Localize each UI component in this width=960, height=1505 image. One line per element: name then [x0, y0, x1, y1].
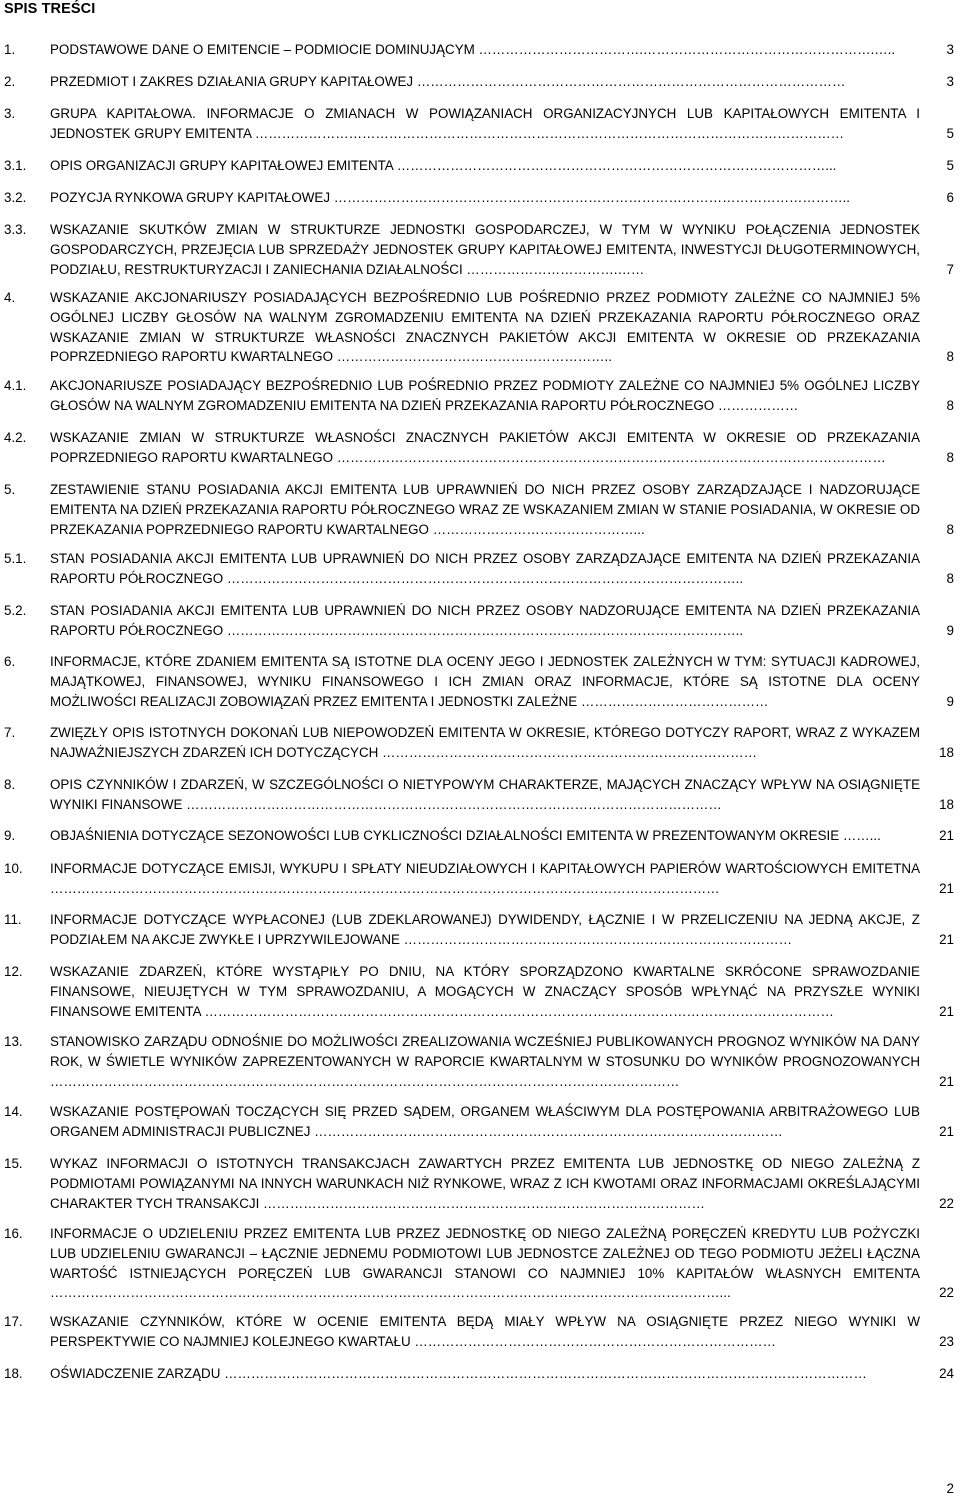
toc-entry-page: 9: [946, 693, 954, 709]
toc-entry-number: 2.: [4, 74, 16, 89]
toc-entry: [4, 652, 956, 711]
toc-entry-number: 18.: [4, 1366, 23, 1381]
toc-entry: [4, 104, 956, 144]
toc-entry-number: 3.2.: [4, 190, 27, 205]
toc-entry-title: PODSTAWOWE DANE O EMITENCIE – PODMIOCIE DOMINUJĄCYM ……………………………….…………………………………………….…..: [50, 42, 896, 57]
toc-entry-title: GRUPA KAPITAŁOWA. INFORMACJE O ZMIANACH W POWIĄZANIACH ORGANIZACYJNYCH LUB KAPITAŁOWYCH EMITENTA I JEDNOSTEK GRUPY EMITENTA ……………………………………………………………………………………………………………………: [50, 106, 920, 141]
toc-entry: [4, 156, 956, 176]
toc-entry-title: OPIS ORGANIZACJI GRUPY KAPITAŁOWEJ EMITENTA ……………………………………………………………………………………...: [50, 158, 837, 173]
toc-entry-page: 6: [946, 190, 954, 205]
toc-entry-number: 3.3.: [4, 222, 27, 237]
toc-entry-number: 16.: [4, 1226, 23, 1241]
toc-entry-number: 9.: [4, 828, 16, 843]
toc-entry-page: 18: [939, 796, 954, 812]
toc-entry-number: 10.: [4, 861, 23, 876]
toc-entry: [4, 1224, 956, 1303]
toc-entry-page: 21: [939, 1003, 954, 1019]
toc-entry-title: OŚWIADCZENIE ZARZĄDU ………………………………………………………………………………………………………………………………: [50, 1366, 867, 1381]
toc-entry-page: 23: [939, 1333, 954, 1349]
toc-entry-title: PRZEDMIOT I ZAKRES DZIAŁANIA GRUPY KAPITAŁOWEJ ……………………………………………………………………………………: [50, 74, 846, 89]
toc-entry: [4, 1102, 956, 1142]
toc-entry-title: WSKAZANIE ZDARZEŃ, KTÓRE WYSTĄPIŁY PO DNIU, NA KTÓRY SPORZĄDZONO KWARTALNE SKRÓCONE SPRAWOZDANIE FINANSOWE, NIEUJĘTYCH W TYM SPRAWOZDANIU, A MOGĄCYCH W ZNACZĄCY SPOSÓB WPŁYNĄĆ NA PRZYSZŁE WYNIKI FINANSOWE EMITENTA ……………………………………………………………………………………………………………………………: [50, 964, 920, 1019]
toc-entry-page: 7: [946, 261, 954, 277]
toc-entry-title: OPIS CZYNNIKÓW I ZDARZEŃ, W SZCZEGÓLNOŚCI O NIETYPOWYM CHARAKTERZE, MAJĄCYCH ZNACZĄCY WPŁYW NA OSIĄGNIĘTE WYNIKI FINANSOWE …………………………………………………………………………………………………………: [50, 777, 920, 812]
toc-entry-title: WSKAZANIE AKCJONARIUSZY POSIADAJĄCYCH BEZPOŚREDNIO LUB POŚREDNIO PRZEZ PODMIOTY ZALEŻNE CO NAJMNIEJ 5% OGÓLNEJ LICZBY GŁOSÓW NA WALNYM ZGROMADZENIU EMITENTA NA DZIEŃ PRZEKAZANIA RAPORTU PÓŁROCZNEGO ORAZ WSKAZANIE ZMIAN W STRUKTURZE WŁASNOŚCI ZNACZNYCH PAKIETÓW AKCJI EMITENTA W OKRESIE OD PRZEKAZANIA POPRZEDNIEGO RAPORTU KWARTALNEGO ……………………………………………………..: [50, 290, 920, 365]
toc-entry-page: 3: [946, 74, 954, 89]
toc-entry-title: OBJAŚNIENIA DOTYCZĄCE SEZONOWOŚCI LUB CYKLICZNOŚCI DZIAŁALNOŚCI EMITENTA W PREZENTOWANYM OKRESIE ……...: [50, 828, 881, 843]
toc-entry-page: 24: [939, 1366, 954, 1381]
toc-entry: [4, 1032, 956, 1091]
toc-entry: [4, 910, 956, 950]
toc-entry-number: 15.: [4, 1156, 23, 1171]
toc-entry-page: 5: [946, 158, 954, 173]
toc-entry-title: STANOWISKO ZARZĄDU ODNOŚNIE DO MOŻLIWOŚCI ZREALIZOWANIA WCZEŚNIEJ PUBLIKOWANYCH PROGNOZ WYNIKÓW NA DANY ROK, W ŚWIETLE WYNIKÓW ZAPREZENTOWANYCH W RAPORCIE KWARTALNYM W STOSUNKU DO WYNIKÓW PROGNOZOWANYCH ……………………………………………………………………………………………………………………………: [50, 1034, 920, 1089]
toc-entry-number: 3.: [4, 106, 16, 121]
toc-entry: [4, 549, 956, 589]
toc-entry: [4, 859, 956, 899]
toc-entry: [4, 40, 956, 60]
toc-entry-page: 8: [946, 570, 954, 586]
toc-entry-title: STAN POSIADANIA AKCJI EMITENTA LUB UPRAWNIEŃ DO NICH PRZEZ OSOBY ZARZĄDZAJĄCE EMITENTA NA DZIEŃ PRZEKAZANIA RAPORTU PÓŁROCZNEGO ……………………………………………………………………………………………………..: [50, 551, 920, 586]
toc-entry-number: 8.: [4, 777, 16, 792]
toc-entry: [4, 480, 956, 539]
toc-entry-page: 8: [946, 349, 954, 365]
toc-entry-title: INFORMACJE DOTYCZĄCE WYPŁACONEJ (LUB ZDEKLAROWANEJ) DYWIDENDY, ŁĄCZNIE I W PRZELICZENIU NA JEDNĄ AKCJE, Z PODZIAŁEM NA AKCJE ZWYKŁE I UPRZYWILEJOWANE ……………………………………………………………………………: [50, 912, 920, 947]
page-title: SPIS TREŚCI: [4, 1, 96, 17]
toc-entry-page: 22: [939, 1285, 954, 1301]
toc-entry: [4, 1312, 956, 1352]
toc-entry-page: 3: [946, 42, 954, 57]
toc-entry-number: 5.1.: [4, 551, 27, 566]
toc-entry: [4, 188, 956, 208]
toc-entry-number: 5.: [4, 482, 16, 497]
toc-entry: [4, 775, 956, 815]
toc-entry-title: WSKAZANIE POSTĘPOWAŃ TOCZĄCYCH SIĘ PRZED SĄDEM, ORGANEM WŁAŚCIWYM DLA POSTĘPOWANIA ARBITRAŻOWEGO LUB ORGANEM ADMINISTRACJI PUBLICZNEJ ……………………………………………………………………………………………: [50, 1104, 920, 1139]
toc-entry-number: 1.: [4, 42, 16, 57]
toc-entry-title: AKCJONARIUSZE POSIADAJĄCY BEZPOŚREDNIO LUB POŚREDNIO PRZEZ PODMIOTY ZALEŻNE CO NAJMNIEJ 5% OGÓLNEJ LICZBY GŁOSÓW NA WALNYM ZGROMADZENIU EMITENTA NA DZIEŃ PRZEKAZANIA RAPORTU PÓŁROCZNEGO ………………: [50, 378, 920, 413]
toc-entry-page: 5: [946, 125, 954, 141]
toc-entry-page: 22: [939, 1195, 954, 1211]
toc-entry-number: 3.1.: [4, 158, 27, 173]
toc-entry: [4, 826, 956, 846]
toc-entry-page: 8: [946, 521, 954, 537]
toc-entry: [4, 72, 956, 92]
toc-entry-number: 13.: [4, 1034, 23, 1049]
toc-entry-title: WYKAZ INFORMACJI O ISTOTNYCH TRANSAKCJACH ZAWARTYCH PRZEZ EMITENTA LUB JEDNOSTKĘ OD NIEGO ZALEŻNĄ Z PODMIOTAMI POWIĄZANYMI NA INNYCH WARUNKACH NIŻ RYNKOWE, WRAZ Z ICH KWOTAMI ORAZ INFORMACJAMI OKREŚLAJĄCYMI CHARAKTER TYCH TRANSAKCJI ………………………………………………………………………………………: [50, 1156, 920, 1211]
toc-entry: [4, 1364, 956, 1384]
toc-entry-title: ZESTAWIENIE STANU POSIADANIA AKCJI EMITENTA LUB UPRAWNIEŃ DO NICH PRZEZ OSOBY ZARZĄDZAJĄCE I NADZORUJĄCE EMITENTA NA DZIEŃ PRZEKAZANIA RAPORTU PÓŁROCZNEGO WRAZ ZE WSKAZANIEM ZMIAN W STANIE POSIADANIA, W OKRESIE OD PRZEKAZANIA POPRZEDNIEGO RAPORTU KWARTALNEGO ………………………………………...: [50, 482, 920, 537]
toc-entry-number: 4.: [4, 290, 16, 305]
toc-entry-title: INFORMACJE DOTYCZĄCE EMISJI, WYKUPU I SPŁATY NIEUDZIAŁOWYCH I KAPITAŁOWYCH PAPIERÓW WARTOŚCIOWYCH EMITETNA ……………………………………………………………………………………………………………………………………: [50, 861, 920, 896]
toc-entry-number: 6.: [4, 654, 16, 669]
toc-entry-page: 8: [946, 397, 954, 413]
toc-entry-page: 21: [939, 931, 954, 947]
toc-entry-page: 21: [939, 1123, 954, 1139]
toc-entry-title: INFORMACJE, KTÓRE ZDANIEM EMITENTA SĄ ISTOTNE DLA OCENY JEGO I JEDNOSTEK ZALEŻNYCH W TYM: SYTUACJI KADROWEJ, MAJĄTKOWEJ, FINANSOWEJ, WYNIKU FINANSOWEGO I ICH ZMIAN ORAZ INFORMACJE, KTÓRE SĄ ISTOTNE DLA OCENY MOŻLIWOŚCI REALIZACJI ZOBOWIĄZAŃ PRZEZ EMITENTA I JEDNOSTKI ZALEŻNE ……………………………………: [50, 654, 920, 709]
toc-entry: [4, 220, 956, 279]
toc-entry: [4, 288, 956, 367]
toc-entry-title: WSKAZANIE CZYNNIKÓW, KTÓRE W OCENIE EMITENTA BĘDĄ MIAŁY WPŁYW NA OSIĄGNIĘTE PRZEZ NIEGO WYNIKI W PERSPEKTYWIE CO NAJMNIEJ KOLEJNEGO KWARTAŁU ………………………………………………………………………: [50, 1314, 920, 1349]
toc-entry-number: 4.1.: [4, 378, 27, 393]
toc-entry-number: 12.: [4, 964, 23, 979]
toc-entry-page: 9: [946, 622, 954, 638]
toc-entry-page: 8: [946, 449, 954, 465]
toc-entry-title: STAN POSIADANIA AKCJI EMITENTA LUB UPRAWNIEŃ DO NICH PRZEZ OSOBY NADZORUJĄCE EMITENTA NA DZIEŃ PRZEKAZANIA RAPORTU PÓŁROCZNEGO ……………………………………………………………………………………………………..: [50, 603, 920, 638]
toc-entry-title: ZWIĘZŁY OPIS ISTOTNYCH DOKONAŃ LUB NIEPOWODZEŃ EMITENTA W OKRESIE, KTÓREGO DOTYCZY RAPORT, WRAZ Z WYKAZEM NAJWAŻNIEJSZYCH ZDARZEŃ ICH DOTYCZĄCYCH …………………………………………………………………………: [50, 725, 920, 760]
toc-entry-title: WSKAZANIE ZMIAN W STRUKTURZE WŁASNOŚCI ZNACZNYCH PAKIETÓW AKCJI EMITENTA W OKRESIE OD PRZEKAZANIA POPRZEDNIEGO RAPORTU KWARTALNEGO ……………………………………………………………………………………………………………: [50, 430, 920, 465]
toc-entry-number: 4.2.: [4, 430, 27, 445]
toc-entry-title: POZYCJA RYNKOWA GRUPY KAPITAŁOWEJ ……………………………………………………………………………………………………..: [50, 190, 851, 205]
toc-entry: [4, 428, 956, 468]
toc-entry-title: INFORMACJE O UDZIELENIU PRZEZ EMITENTA LUB PRZEZ JEDNOSTKĘ OD NIEGO ZALEŻNĄ PORĘCZEŃ KREDYTU LUB POŻYCZKI LUB UDZIELENIU GWARANCJI – ŁĄCZNIE JEDNEMU PODMIOTOWI LUB JEDNOSTCE ZALEŻNEJ OD TEGO PODMIOTU JEŻELI ŁĄCZNA WARTOŚĆ ISTNIEJĄCYCH PORĘCZEŃ LUB GWARANCJI STANOWI CO NAJMNIEJ 10% KAPITAŁÓW WŁASNYCH EMITENTA ……………………………………………………………………………………………………………………………………...: [50, 1226, 920, 1301]
toc-entry-number: 17.: [4, 1314, 23, 1329]
toc-entry-page: 21: [939, 828, 954, 843]
toc-entry-title: WSKAZANIE SKUTKÓW ZMIAN W STRUKTURZE JEDNOSTKI GOSPODARCZEJ, W TYM W WYNIKU POŁĄCZENIA JEDNOSTEK GOSPODARCZYCH, PRZEJĘCIA LUB SPRZEDAŻY JEDNOSTEK GRUPY KAPITAŁOWEJ EMITENTA, INWESTYCJI DŁUGOTERMINOWYCH, PODZIAŁU, RESTRUKTURYZACJI I ZANIECHANIA DZIAŁALNOŚCI …………………………….……: [50, 222, 920, 277]
toc-entry: [4, 601, 956, 641]
toc-entry: [4, 1154, 956, 1213]
toc-entry-number: 14.: [4, 1104, 23, 1119]
toc-entry-number: 5.2.: [4, 603, 27, 618]
toc-entry-number: 7.: [4, 725, 16, 740]
toc-entry-page: 18: [939, 744, 954, 760]
toc-entry: [4, 962, 956, 1021]
toc-entry: [4, 376, 956, 416]
toc-entry-page: 21: [939, 1073, 954, 1089]
toc-entry: [4, 723, 956, 763]
page-number: 2: [946, 1481, 954, 1496]
toc-entry-number: 11.: [4, 912, 22, 927]
toc-entry-page: 21: [939, 880, 954, 896]
